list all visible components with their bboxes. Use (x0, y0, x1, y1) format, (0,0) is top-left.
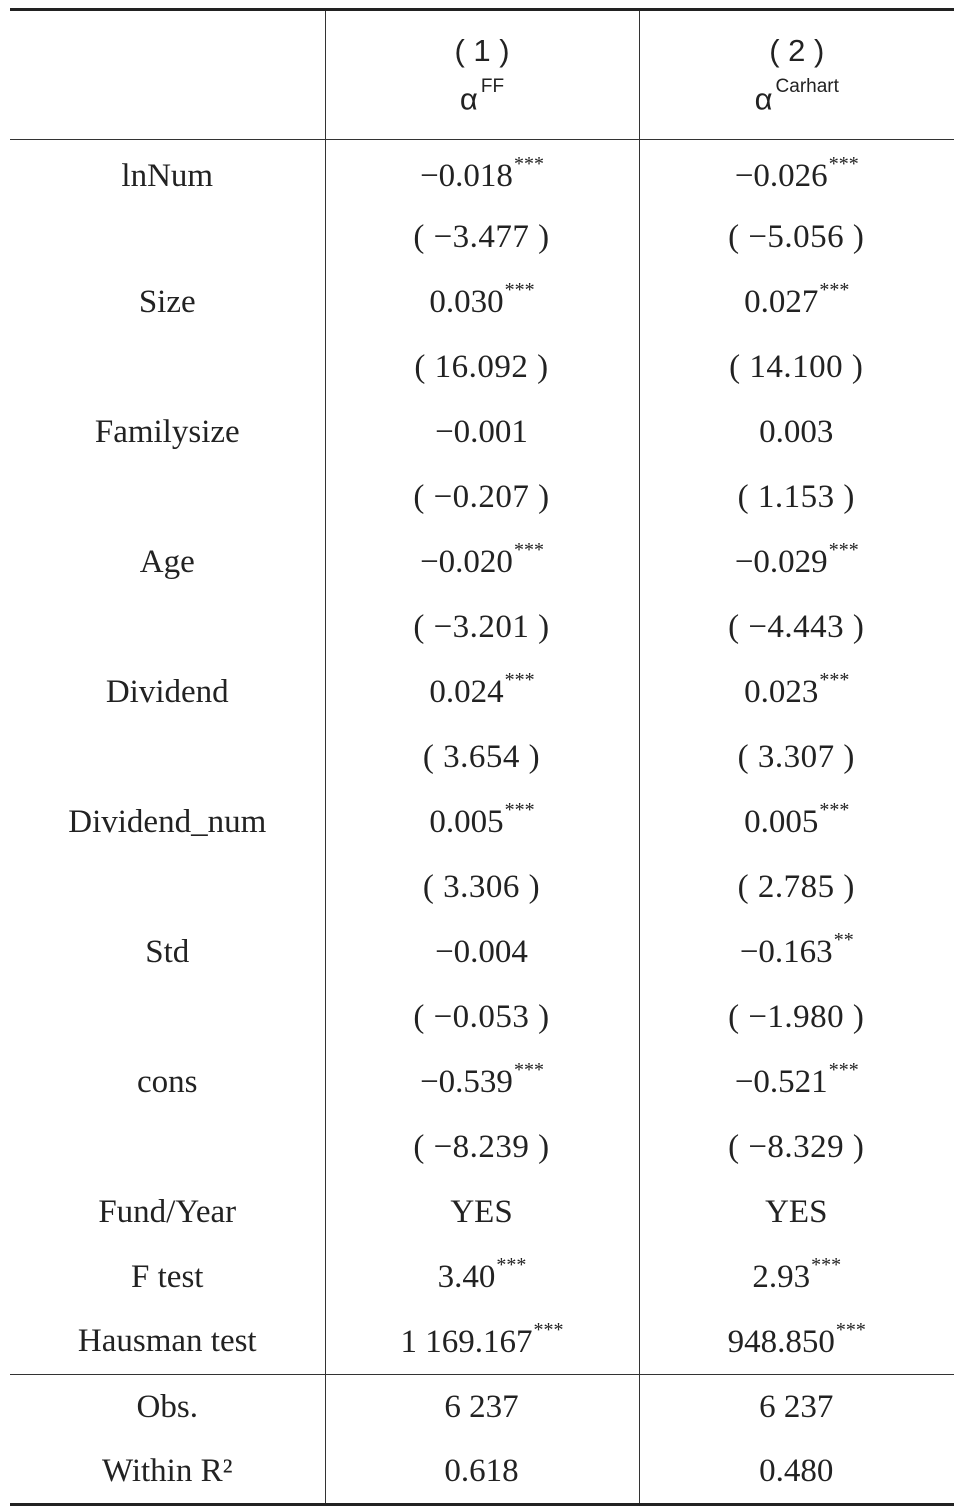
row-label: cons (137, 1063, 198, 1100)
cell-col-1 (325, 855, 639, 920)
significance-stars: *** (811, 1254, 842, 1276)
cell-value: 1 169.167 (400, 1323, 533, 1360)
cell-value: ( −5.056 ) (728, 219, 865, 255)
table-row (10, 335, 954, 400)
cell-value: 0.005 (429, 804, 504, 840)
cell-col-1 (325, 140, 639, 205)
row-label: Hausman test (10, 1310, 325, 1375)
table-row (10, 1375, 954, 1440)
cell-col-2 (639, 400, 954, 465)
significance-stars: *** (819, 279, 850, 301)
cell-value: ( 3.307 ) (737, 739, 855, 775)
cell-value: 0.027 (744, 284, 819, 320)
cell-col-1 (325, 1440, 639, 1505)
table-row (10, 920, 954, 985)
header-col-2 (639, 10, 954, 140)
col-2-number: ( 2 ) (769, 32, 825, 68)
cell-value: ( −8.239 ) (413, 1129, 550, 1165)
cell-col-2 (639, 725, 954, 790)
row-label: F test (131, 1258, 204, 1295)
row-label (10, 595, 325, 660)
cell-col-1 (325, 985, 639, 1050)
row-label (10, 855, 325, 920)
regression-table (10, 8, 954, 1506)
table-header (10, 10, 954, 140)
cell-col-2 (639, 205, 954, 270)
cell-value: 0.618 (444, 1453, 519, 1490)
col-2-alpha-symbol: α (754, 81, 773, 117)
cell-value: 3.40 (437, 1259, 496, 1295)
col-2-alpha-superscript: Carhart (775, 75, 839, 97)
table-row (10, 465, 954, 530)
cell-value: ( −0.053 ) (413, 999, 550, 1035)
cell-value: ( 3.654 ) (422, 739, 541, 775)
cell-value: −0.163 (739, 934, 833, 970)
cell-col-2 (639, 1310, 954, 1375)
cell-value: 0.023 (744, 674, 819, 710)
cell-col-2 (639, 1115, 954, 1180)
cell-col-2 (639, 985, 954, 1050)
cell-value: 6 237 (444, 1389, 519, 1426)
cell-col-1 (325, 1310, 639, 1375)
cell-value: ( 2.785 ) (737, 869, 855, 905)
row-label (10, 1115, 325, 1180)
cell-col-2 (639, 595, 954, 660)
cell-value: ( −1.980 ) (728, 999, 865, 1035)
row-label (10, 205, 325, 270)
significance-stars: *** (504, 279, 535, 301)
row-label: Std (145, 933, 190, 970)
cell-col-1 (325, 400, 639, 465)
col-1-alpha-superscript: FF (480, 75, 505, 97)
cell-col-2 (639, 1375, 954, 1440)
header-empty-cell (10, 10, 325, 140)
row-label: Dividend (105, 673, 229, 710)
significance-stars: *** (828, 1059, 859, 1081)
cell-value: −0.026 (734, 158, 828, 195)
table-row (10, 790, 954, 855)
table-row (10, 205, 954, 270)
significance-stars: *** (496, 1254, 527, 1276)
cell-value: −0.539 (420, 1064, 513, 1100)
cell-col-1 (325, 1245, 639, 1310)
table-row (10, 1310, 954, 1375)
row-label (10, 725, 325, 790)
cell-col-1 (325, 1375, 639, 1440)
cell-col-1 (325, 465, 639, 530)
cell-value: ( 1.153 ) (737, 479, 855, 515)
header-col-1 (325, 10, 639, 140)
cell-col-1 (325, 1180, 639, 1245)
row-label: Dividend_num (68, 803, 267, 840)
cell-value: −0.001 (435, 414, 528, 450)
row-label (10, 985, 325, 1050)
cell-col-1 (325, 725, 639, 790)
cell-col-2 (639, 1180, 954, 1245)
cell-value: −0.004 (435, 934, 528, 970)
table-row (10, 985, 954, 1050)
cell-col-1 (325, 1050, 639, 1115)
cell-value: ( 3.306 ) (422, 869, 541, 905)
significance-stars: *** (819, 669, 850, 691)
cell-value: ( 14.100 ) (729, 349, 864, 385)
cell-col-1 (325, 660, 639, 725)
cell-col-2 (639, 465, 954, 530)
table-row (10, 270, 954, 335)
cell-col-2 (639, 660, 954, 725)
significance-stars: *** (513, 1059, 544, 1081)
cell-value: ( −4.443 ) (728, 609, 865, 645)
table-row (10, 400, 954, 465)
cell-value: −0.018 (420, 158, 513, 195)
table-row (10, 1115, 954, 1180)
table-row (10, 660, 954, 725)
cell-col-2 (639, 1050, 954, 1115)
cell-col-2 (639, 1440, 954, 1505)
table-row (10, 140, 954, 205)
col-1-alpha-symbol: α (459, 81, 478, 117)
table-row (10, 1180, 954, 1245)
significance-stars: *** (504, 669, 535, 691)
cell-value: 0.030 (429, 284, 504, 320)
cell-value: ( −3.201 ) (413, 609, 550, 645)
row-label (10, 335, 325, 400)
row-label (10, 465, 325, 530)
cell-col-1 (325, 1115, 639, 1180)
col-1-alpha (326, 73, 639, 119)
cell-col-2 (639, 1245, 954, 1310)
cell-col-1 (325, 790, 639, 855)
row-label: Size (138, 283, 196, 320)
significance-stars: *** (828, 153, 859, 176)
table-body (10, 140, 954, 1505)
table-row (10, 530, 954, 595)
cell-value: 6 237 (759, 1389, 834, 1426)
cell-value: ( −0.207 ) (413, 479, 550, 515)
row-label: Familysize (94, 413, 240, 450)
cell-value: 0.480 (759, 1453, 834, 1490)
cell-col-1 (325, 920, 639, 985)
cell-col-1 (325, 530, 639, 595)
row-label: Within R² (10, 1440, 325, 1505)
cell-col-1 (325, 595, 639, 660)
significance-stars: *** (828, 539, 859, 561)
table-row (10, 595, 954, 660)
significance-stars: ** (833, 929, 854, 951)
cell-col-2 (639, 790, 954, 855)
table-row (10, 725, 954, 790)
cell-col-2 (639, 855, 954, 920)
cell-value: 0.003 (759, 414, 834, 450)
table-row (10, 1440, 954, 1505)
significance-stars: *** (504, 799, 535, 821)
cell-col-2 (639, 920, 954, 985)
cell-col-1 (325, 270, 639, 335)
cell-value: −0.029 (734, 544, 828, 580)
significance-stars: *** (835, 1318, 866, 1341)
significance-stars: *** (533, 1318, 564, 1341)
table-row (10, 1245, 954, 1310)
cell-value: 0.005 (744, 804, 819, 840)
cell-value: −0.020 (420, 544, 513, 580)
cell-col-2 (639, 530, 954, 595)
cell-col-1 (325, 205, 639, 270)
col-1-number: ( 1 ) (454, 32, 510, 68)
table-row (10, 855, 954, 920)
header-row (10, 10, 954, 140)
cell-value: YES (765, 1194, 828, 1230)
row-label: lnNum (121, 157, 214, 194)
cell-col-2 (639, 140, 954, 205)
cell-col-2 (639, 270, 954, 335)
cell-value: YES (450, 1194, 513, 1230)
cell-value: ( 16.092 ) (414, 349, 549, 385)
cell-col-1 (325, 335, 639, 400)
cell-value: 2.93 (752, 1259, 811, 1295)
cell-value: −0.521 (734, 1064, 828, 1100)
cell-col-2 (639, 335, 954, 400)
significance-stars: *** (819, 799, 850, 821)
cell-value: 948.850 (727, 1323, 835, 1360)
significance-stars: *** (513, 153, 544, 176)
col-2-alpha (640, 73, 955, 119)
row-label: Obs. (136, 1388, 198, 1425)
table-row (10, 1050, 954, 1115)
cell-value: 0.024 (429, 674, 504, 710)
row-label: Fund/Year (98, 1193, 237, 1230)
row-label: Age (139, 543, 195, 580)
significance-stars: *** (513, 539, 544, 561)
cell-value: ( −3.477 ) (413, 219, 550, 255)
cell-value: ( −8.329 ) (728, 1129, 865, 1165)
